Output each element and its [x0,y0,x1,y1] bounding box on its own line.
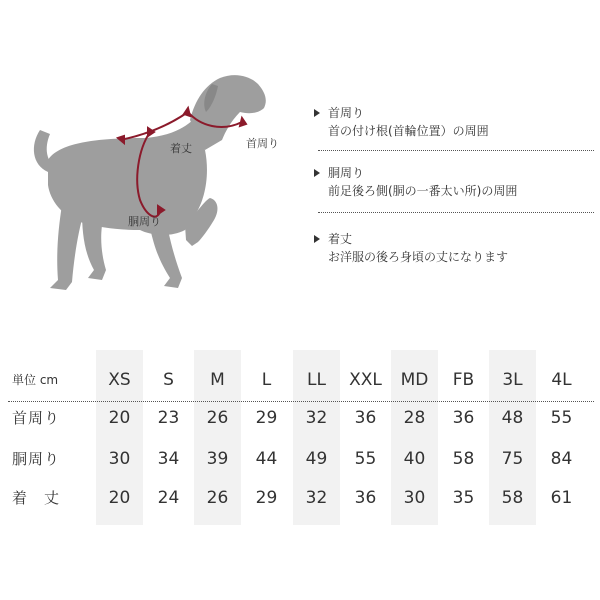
table-cell: 84 [550,449,573,469]
dog-measurement-diagram [0,0,300,320]
table-cell: 55 [354,449,377,469]
table-cell: 40 [403,449,426,469]
size-header-cell: S [163,370,174,390]
table-cell: 49 [305,449,328,469]
legend-item-chest [308,164,590,200]
table-cell: 75 [501,449,524,469]
table-cell: 34 [157,449,180,469]
table-cell: 20 [108,408,131,428]
table-cell: 55 [550,408,573,428]
row-label: 着 丈 [12,489,61,507]
triangle-bullet-icon [314,235,320,243]
size-header-row [0,360,600,400]
legend-title: 胴周り [328,166,365,180]
legend-title: 首周り [328,106,365,120]
legend-description: 前足後ろ側(胴の一番太い所)の周囲 [328,184,518,198]
size-header-cell: 3L [502,370,523,390]
table-cell: 48 [501,408,524,428]
size-header-cell: FB [452,370,475,390]
table-row-chest [0,439,600,479]
size-header-cell: M [210,370,225,390]
legend-divider [318,212,594,213]
size-header-cell: LL [307,370,326,390]
table-cell: 58 [452,449,475,469]
triangle-bullet-icon [314,169,320,177]
row-label: 胴周り [12,450,61,468]
table-cell: 29 [255,408,278,428]
legend-title: 着丈 [328,232,353,246]
size-header-cell: L [261,370,272,390]
table-cell: 20 [108,488,131,508]
table-cell: 36 [354,488,377,508]
table-cell: 39 [206,449,229,469]
legend-item-neck [308,104,590,140]
table-cell: 61 [550,488,573,508]
legend-description: 首の付け根(首輪位置）の周囲 [328,124,489,138]
table-cell: 23 [157,408,180,428]
table-cell: 36 [354,408,377,428]
size-header-cell: MD [400,370,429,390]
row-label: 首周り [12,409,61,427]
length-measure-label: 着丈 [170,142,192,155]
table-cell: 58 [501,488,524,508]
size-header-cell: XXL [349,370,382,390]
table-cell: 36 [452,408,475,428]
table-cell: 32 [305,488,328,508]
triangle-bullet-icon [314,109,320,117]
table-row-neck [0,398,600,438]
table-cell: 24 [157,488,180,508]
chest-measure-label: 胴周り [128,215,161,228]
dog-silhouette-icon [0,0,300,320]
size-chart-table [0,350,600,530]
table-row-length [0,478,600,518]
table-cell: 26 [206,408,229,428]
table-cell: 28 [403,408,426,428]
table-cell: 26 [206,488,229,508]
legend-description: お洋服の後ろ身頃の丈になります [328,250,509,264]
table-cell: 30 [108,449,131,469]
size-header-cell: 4L [551,370,572,390]
table-cell: 35 [452,488,475,508]
table-cell: 30 [403,488,426,508]
unit-label: 単位 cm [12,373,59,387]
table-cell: 29 [255,488,278,508]
neck-measure-label: 首周り [246,137,279,150]
table-cell: 44 [255,449,278,469]
table-cell: 32 [305,408,328,428]
legend-divider [318,150,594,151]
legend-item-length [308,230,590,266]
size-header-cell: XS [108,370,131,390]
